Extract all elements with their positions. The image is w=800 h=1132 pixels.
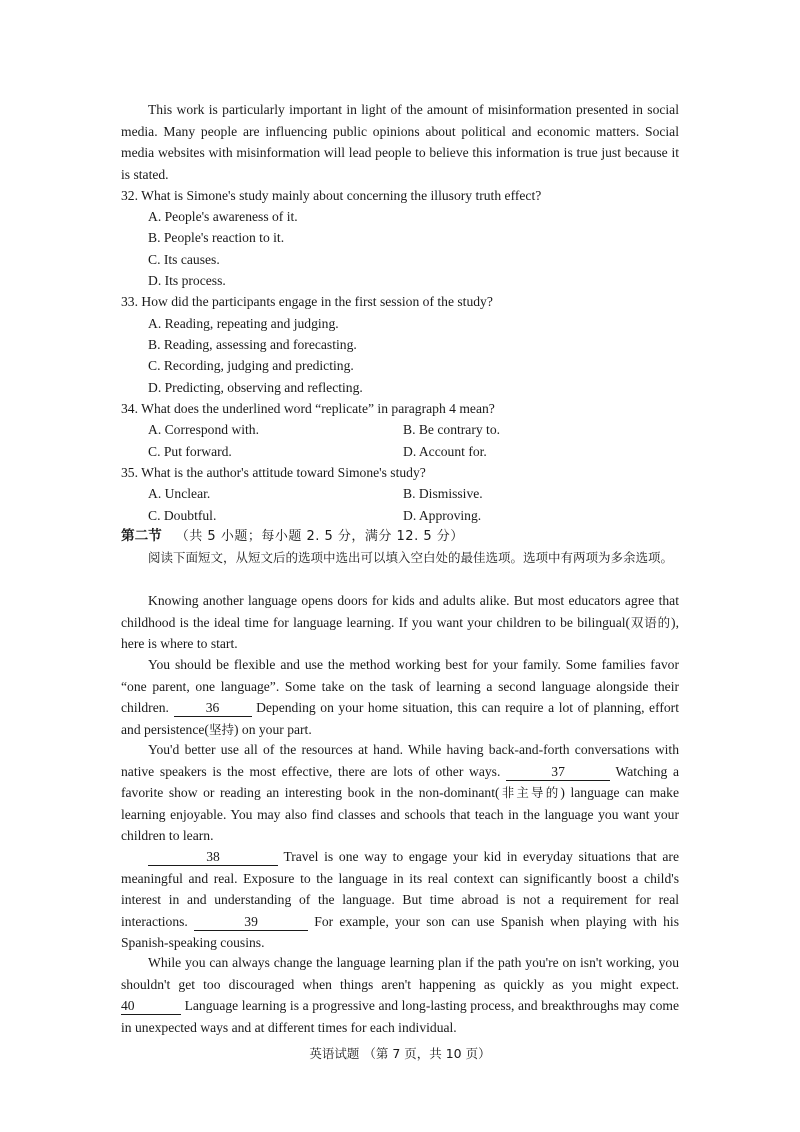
question-35-option-d: D. Approving. — [403, 508, 482, 523]
blank-39: 39 — [194, 914, 308, 931]
cloze-p2-text: You should be flexible and use the method working best for your family. Some families favor “one parent, one language”. Some take on the task of learning a second language alongside their children. — [121, 657, 679, 715]
cloze-paragraph-2 — [121, 654, 679, 740]
question-33-option-d: D. Predicting, observing and reflecting. — [148, 380, 363, 395]
cloze-p1-text-end: ), here is where to start. — [121, 614, 679, 651]
cloze-p4-text: Travel is one way to engage your kid in everyday situations that are meaningful and real. Exposure to the language in its real context can significantly boost a child's interest in and understanding of the language. But time abroad is not a requirement for real interactions. — [121, 849, 679, 929]
question-32-option-a: A. People's awareness of it. — [148, 209, 298, 224]
blank-38: 38 — [148, 849, 278, 866]
question-34-option-b: B. Be contrary to. — [403, 422, 501, 437]
question-35-option-c: C. Doubtful. — [148, 508, 217, 523]
question-33-option-c: C. Recording, judging and predicting. — [148, 358, 354, 373]
section-2-instructions: 阅读下面短文，从短文后的选项中选出可以填入空白处的最佳选项。选项中有两项为多余选项。 — [148, 550, 674, 565]
blank-37: 37 — [506, 764, 610, 781]
passage-c-final-paragraph: This work is particularly important in light of the amount of misinformation presented in social media. Many people are influencing public opinions about political and economic matters. Social media websites with misinformation will lead people to believe this information is true just because it is stated. — [121, 102, 679, 182]
question-32-option-d: D. Its process. — [148, 273, 226, 288]
cloze-p3-gloss: 非主导的 — [499, 785, 561, 800]
cloze-paragraph-5 — [121, 952, 679, 1038]
question-34-option-c: C. Put forward. — [148, 444, 232, 459]
question-34-stem: 34. What does the underlined word “replicate” in paragraph 4 mean? — [121, 401, 495, 416]
question-32-option-c: C. Its causes. — [148, 252, 220, 267]
question-34-option-d: D. Account for. — [403, 444, 487, 459]
cloze-p3-text-mid: Watching a favorite show or reading an interesting book in the non-dominant( — [121, 763, 679, 800]
cloze-paragraph-3 — [121, 739, 679, 847]
cloze-p1-gloss: 双语的 — [630, 614, 672, 630]
cloze-p5-text: While you can always change the language learning plan if the path you're on isn't working, you shouldn't get too discouraged when things aren't happening as quickly as you might expect. — [121, 955, 679, 992]
cloze-p2-gloss: 坚持 — [208, 721, 234, 737]
page-footer: 英语试题 （第 7 页，共 10 页） — [309, 1046, 491, 1061]
cloze-p1-text: Knowing another language opens doors for kids and adults alike. But most educators agree that childhood is the ideal time for language learning. If you want your children to be bilingual( — [121, 593, 679, 630]
question-32-stem: 32. What is Simone's study mainly about concerning the illusory truth effect? — [121, 188, 542, 203]
cloze-paragraph-4 — [121, 846, 679, 954]
question-34-option-a: A. Correspond with. — [148, 422, 260, 437]
section-2-header — [121, 525, 464, 547]
cloze-paragraph-1 — [121, 590, 679, 655]
cloze-p4-text-end: For example, your son can use Spanish when playing with his Spanish-speaking cousins. — [121, 913, 679, 950]
question-33-stem: 33. How did the participants engage in the first session of the study? — [121, 294, 493, 309]
question-35-option-a: A. Unclear. — [148, 486, 211, 501]
cloze-p5-text-end: Language learning is a progressive and long-lasting process, and breakthroughs may come in unexpected ways and at different times for each individual. — [121, 998, 679, 1035]
blank-40: 40 — [121, 998, 181, 1015]
question-35-stem: 35. What is the author's attitude toward Simone's study? — [121, 465, 426, 480]
section-2-title: 第二节 — [121, 528, 162, 544]
cloze-p2-text-mid: Depending on your home situation, this can require a lot of planning, effort and persistence( — [121, 700, 679, 737]
section-2-scoring: （共 5 小题；每小题 2. 5 分，满分 12. 5 分） — [175, 529, 464, 544]
cloze-p2-text-end: ) on your part. — [233, 721, 312, 737]
question-32-option-b: B. People's reaction to it. — [148, 230, 285, 245]
question-33-option-b: B. Reading, assessing and forecasting. — [148, 337, 357, 352]
question-33-option-a: A. Reading, repeating and judging. — [148, 316, 339, 331]
cloze-p3-text: You'd better use all of the resources at hand. While having back-and-forth conversations with native speakers is the most effective, there are lots of other ways. — [121, 742, 679, 779]
question-35-option-b: B. Dismissive. — [403, 486, 483, 501]
cloze-p3-text-end: ) language can make learning enjoyable. You may also find classes and schools that teach in the language you want your children to learn. — [121, 785, 680, 843]
blank-36: 36 — [174, 700, 252, 717]
